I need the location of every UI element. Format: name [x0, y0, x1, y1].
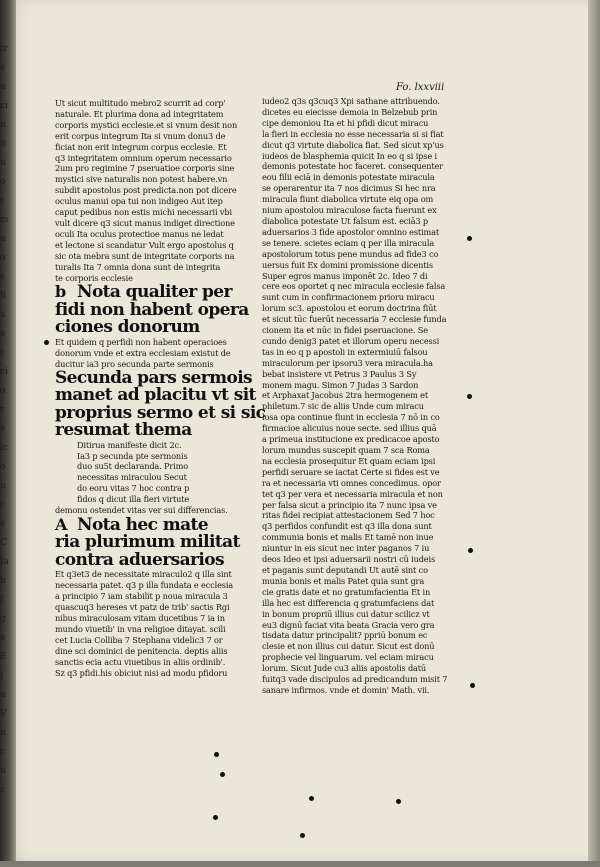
text-line: illa hec est differencia q gratumfaciens dat [262, 597, 435, 608]
facing-page-fragment: ic [0, 443, 8, 453]
facing-page-fragment: o [0, 177, 6, 187]
facing-page-fragment: n [0, 690, 6, 700]
right-text-column [262, 96, 462, 696]
text-line: tet q3 per vera et necessaria miracula et non [262, 488, 443, 499]
text-line: per falsa sicut a principio ita 7 nunc ipsa ve [262, 499, 437, 510]
facing-page-fragment: b [0, 576, 6, 586]
text-line: sanctis ecia actu viuetibus in aliis ordinib'. [55, 656, 226, 667]
text-line: necessaria patet. q3 p illa fundata e ecclesia [55, 580, 234, 591]
facing-page-fragment: r [0, 348, 5, 358]
text-line: cipe demoniou Ita et hi pfidi dicut miracu [262, 117, 429, 128]
text-line: clesie et non illius cui datur. Sicut est donū [262, 641, 435, 652]
heading-text: contra aduersarios [55, 549, 224, 570]
text-line: ficiat non erit integrum corpus ecclesie. Et [55, 141, 227, 152]
facing-page-fragment: n [0, 82, 6, 92]
text-line: ritas fidei recipiat attestacionem Sed 7 hoc [262, 510, 435, 521]
facing-page-fragment: c [0, 500, 6, 510]
text-line: nibus miraculosam vitam ducetibus 7 ia in [55, 613, 225, 624]
facing-page-fragment: fa [0, 557, 9, 567]
text-line: iudeos de blasphemia quicit In eo q si ipse i [262, 150, 437, 161]
facing-page-edge-text [0, 40, 14, 820]
facing-page-fragment: r [0, 405, 5, 415]
facing-page-fragment: a [0, 310, 6, 320]
facing-page-fragment: V [0, 709, 7, 719]
text-line: Ditirua manifeste dicit 2c. [77, 439, 182, 450]
text-line: demonis potestate hoc faceret. consequenter [262, 161, 443, 172]
text-line: monem magu. Simon 7 Judas 3 Sardon [262, 379, 419, 390]
text-line: Et quidem q perfidi non habent operacioes [55, 336, 227, 347]
heading-text: Nota qualiter per [77, 282, 232, 303]
text-line: Ia3 p secunda pte sermonis [77, 450, 188, 461]
text-line: lorum sc3. apostolou et eorum doctrina fiūt [262, 303, 437, 314]
text-line: niuntur in eis sicut nec inter paganos 7 iu [262, 543, 430, 554]
heading-text: manet ad placitu vt sit [55, 385, 256, 406]
text-line: cet Lucia Colliba 7 Stephana videlic3 7 or [55, 634, 223, 645]
facing-page-fragment: ci [0, 101, 8, 111]
text-line: Sz q3 pfidi.his obiciut nisi ad modu pfidoru [55, 667, 228, 678]
facing-page-fragment: fi [0, 291, 7, 301]
text-line: lorum. Sicut Jude cu3 aliis apostolis datū [262, 663, 427, 674]
wormhole-mark [309, 796, 314, 801]
text-line: philetum.7 sic de aliis Unde cum miracu [262, 401, 424, 412]
wormhole-mark [467, 394, 472, 399]
text-line: et sicut tūc fuerūt necessaria 7 ecclesie funda [262, 314, 447, 325]
facing-page-fragment: tr [0, 44, 8, 54]
text-line: eu3 dignū faciat vita beata Gracia vero gra [262, 619, 435, 630]
facing-page-fragment: f [0, 595, 4, 605]
facing-page-fragment: e [0, 633, 6, 643]
facing-page-fragment: m [0, 215, 9, 225]
text-line: et lectone si scandatur Vult ergo apostolus q [55, 239, 234, 250]
text-line: fidos q dicut illa fieri virtute [77, 494, 190, 505]
text-line: nium apostolou miraculose facta fuerunt ex [262, 205, 437, 216]
text-line: vult dicere q3 sicut manus indiget directione [55, 217, 235, 228]
wormhole-mark [470, 683, 475, 688]
facing-page-fragment: n [0, 120, 6, 130]
heading-text: proprius sermo et si sic [55, 402, 266, 423]
facing-page-fragment: c [0, 785, 6, 795]
text-line: Super egros manus imponēt 2c. Ideo 7 di [262, 270, 428, 281]
text-line: dicut q3 virtute diabolica fiat. Sed sicut xp'us [262, 139, 444, 150]
text-line: cionem ita et nūc in fidei pseruacione. Se [262, 325, 428, 336]
text-line: necessitas miraculou Secut [77, 472, 187, 483]
text-line: cundo denig3 patet et illorum operu necessi [262, 335, 440, 346]
text-line: tisdata datur principalit? ppriū bonum ec [262, 630, 428, 641]
left-text-column [55, 98, 266, 679]
facing-page-fragment: e [0, 424, 6, 434]
text-line: mystici sive naturalis non potest habere.vn [55, 174, 228, 185]
wormhole-mark [468, 548, 473, 553]
text-line: oculi Ita oculus protectioe manus ne ledat [55, 228, 224, 239]
heading-text: resumat thema [55, 420, 192, 441]
facing-page-fragment: g [0, 614, 6, 624]
text-line: cie gratis date et no gratumfacientia Et in [262, 586, 431, 597]
facing-page-fragment: e [0, 329, 6, 339]
heading-text: Nota hec mate [77, 514, 208, 535]
text-line: subdit apostolus post predicta.non pot dicere [55, 185, 237, 196]
facing-page-fragment: r [0, 196, 5, 206]
text-line: dine sci dominici de penitencia. deptis aliis [55, 645, 228, 656]
facing-page-fragment: o [0, 462, 6, 472]
facing-page-fragment: n [0, 728, 6, 738]
text-line: sunt cum in confirmacionem prioru miracu [262, 292, 435, 303]
section-letter-marker: b [55, 282, 66, 302]
text-line: firmacioe alicuius noue secte. sed illius quā [262, 423, 437, 434]
text-line: apostolorum totus pene mundus ad fide3 co [262, 248, 439, 259]
wormhole-mark [300, 833, 305, 838]
text-line: mundo viuetib' in vna religioe ditayat. scili [55, 624, 226, 634]
wormhole-mark [44, 340, 49, 345]
text-line: iudeo2 q3s q3cuq3 Xpi sathane attribuendo. [262, 96, 440, 106]
text-line: ducitur ia3 pro secunda parte sermonis [55, 358, 214, 369]
text-line: demonu ostendet vitas ver sui differencias. [55, 505, 228, 516]
facing-page-fragment: l [0, 671, 3, 681]
scan-bottom-edge [0, 861, 600, 867]
text-line: erit corpus integrum Ita si vnum donu3 de [55, 130, 226, 141]
text-line: dicetes eu eiecisse demoia in Belzebub prin [262, 106, 438, 117]
text-line: 2um pro regimine 7 pseruatioe corporis sine [55, 163, 235, 174]
text-line: losa opa continue fiunt in ecclesia 7 nō in co [262, 412, 440, 423]
text-line: se operarentur ita 7 nos dicimus Si hec nra [262, 183, 436, 194]
text-line: ra et necessaria vti omnes concedimus. opor [262, 477, 441, 488]
facing-page-fragment: e [0, 63, 6, 73]
facing-page-fragment: o [0, 253, 6, 263]
facing-page-fragment: c [0, 747, 6, 757]
text-line: miracula fiunt diabolica virtute eiq opa om [262, 194, 434, 205]
text-line: duo su5t declaranda. Primo [77, 461, 189, 472]
text-line: munia bonis et malis Patet quia sunt gra [262, 575, 425, 586]
text-line: prophecie vel linguarum. vel eciam miracu [262, 652, 434, 663]
text-line: miraculorum per ipsoru3 vera miracula.ha [262, 357, 433, 368]
text-line: a primeua institucione ex predicacoe aposto [262, 434, 440, 445]
facing-page-fragment: E [0, 652, 7, 662]
text-line: naturale. Et plurima dona ad integritatem [55, 108, 224, 119]
text-line: eou filii eciā in demonis potestate miracula [262, 172, 435, 183]
text-line: bebat insistere vt Petrus 3 Paulus 3 Sy [262, 368, 417, 379]
section-heading [55, 319, 255, 337]
text-line: turalis Ita 7 omnia dona sunt de integrita [55, 261, 221, 272]
facing-page-fragment: C [0, 538, 7, 548]
wormhole-mark [467, 236, 472, 241]
text-line: fuitq3 vade discipulos ad predicandum misit 7 [262, 674, 448, 685]
text-line: et paganis sunt deputandi Ut autē sint co [262, 564, 428, 575]
text-line: quascuq3 hereses vt patz de trib' sactis Rgi [55, 602, 230, 613]
wormhole-mark [213, 815, 218, 820]
section-heading [55, 549, 255, 570]
text-line: se tenere. scietes eciam q per illa miracula [262, 237, 435, 248]
text-line: caput pedibus non estis michi necessarii vbi [55, 207, 232, 218]
text-line: tas in eo q p apostoli in extermiuiū falsou [262, 346, 428, 357]
text-line: communia bonis et malis Et tamē non inue [262, 532, 434, 543]
folio-number: Fo. lxxviii [396, 82, 445, 93]
text-line: corporis mystici ecclesie.et si vnum desit non [55, 119, 238, 130]
text-line: donorum vnde et extra ecclesiam existut de [55, 347, 231, 358]
text-line: q3 perfidos confundit est q3 illa dona sunt [262, 521, 432, 532]
heading-text: fidi non habent opera [55, 299, 249, 320]
heading-text: ciones donorum [55, 317, 200, 338]
text-line: et Arphaxat Jacobus 2tra hermogenem et [262, 390, 428, 401]
text-line: diabolica potestate Ut falsum est. eciā3 p [262, 215, 429, 226]
text-line: Et q3et3 de necessitate miraculo2 q illa sint [55, 569, 232, 580]
text-line: deos Ideo et ipsi aduersarii nostri cū iudeis [262, 554, 436, 565]
text-line: sanare infirmos. vnde et domin' Math. vii. [262, 684, 430, 695]
facing-page-fragment: u [0, 481, 6, 491]
text-line: perfidi seruare se iactat Certe si fides est ve [262, 466, 440, 477]
text-line: q3 integritatem omnium operum necessario [55, 152, 232, 163]
facing-page-fragment: it [0, 139, 7, 149]
facing-page-fragment: u [0, 158, 6, 168]
text-line: in bonum propriū illius cui datur scilicz vt [262, 608, 430, 619]
text-line: uersus fuit Ex domini promissione dicentis [262, 259, 433, 270]
text-line: do eoru vitas 7 hoc contra p [77, 483, 190, 494]
text-line: oculus manui opa tui non indigeo Aut itep [55, 196, 223, 207]
wormhole-mark [220, 772, 225, 777]
text-line: la fieri in ecclesia no esse necessaria si si fiat [262, 128, 444, 139]
heading-text: ria plurimum militat [55, 532, 240, 553]
text-line: a principio 7 iam stabilit p noua miracula 3 [55, 591, 228, 602]
text-line: sic ota mebra sunt de integritate corporis na [55, 250, 235, 261]
section-letter-marker: A [55, 514, 67, 534]
facing-page-fragment: u [0, 766, 6, 776]
text-line: aduersarios 3 fide apostolor omnino estimat [262, 226, 440, 237]
section-heading [55, 422, 255, 440]
text-line: lorum mundus suscepit quam 7 sca Roma [262, 445, 430, 455]
text-line: Ut sicut multitudo mebro2 scurrit ad corp' [55, 98, 226, 108]
wormhole-mark [214, 752, 219, 757]
facing-page-fragment: ci [0, 367, 8, 377]
wormhole-mark [396, 799, 401, 804]
text-line: te corporis ecclesie [55, 272, 133, 283]
text-line: na ecclesia prosequitur Et quam eciam ipsi [262, 455, 436, 466]
heading-text: Secunda pars sermois [55, 367, 253, 388]
text-line: cere eos oportet q nec miracula ecclesie falsa [262, 281, 446, 292]
facing-page-fragment: o [0, 386, 6, 396]
facing-page-fragment: s [0, 272, 5, 282]
facing-page-fragment: n [0, 234, 6, 244]
facing-page-fragment: e [0, 519, 6, 529]
page-edge [588, 0, 600, 867]
